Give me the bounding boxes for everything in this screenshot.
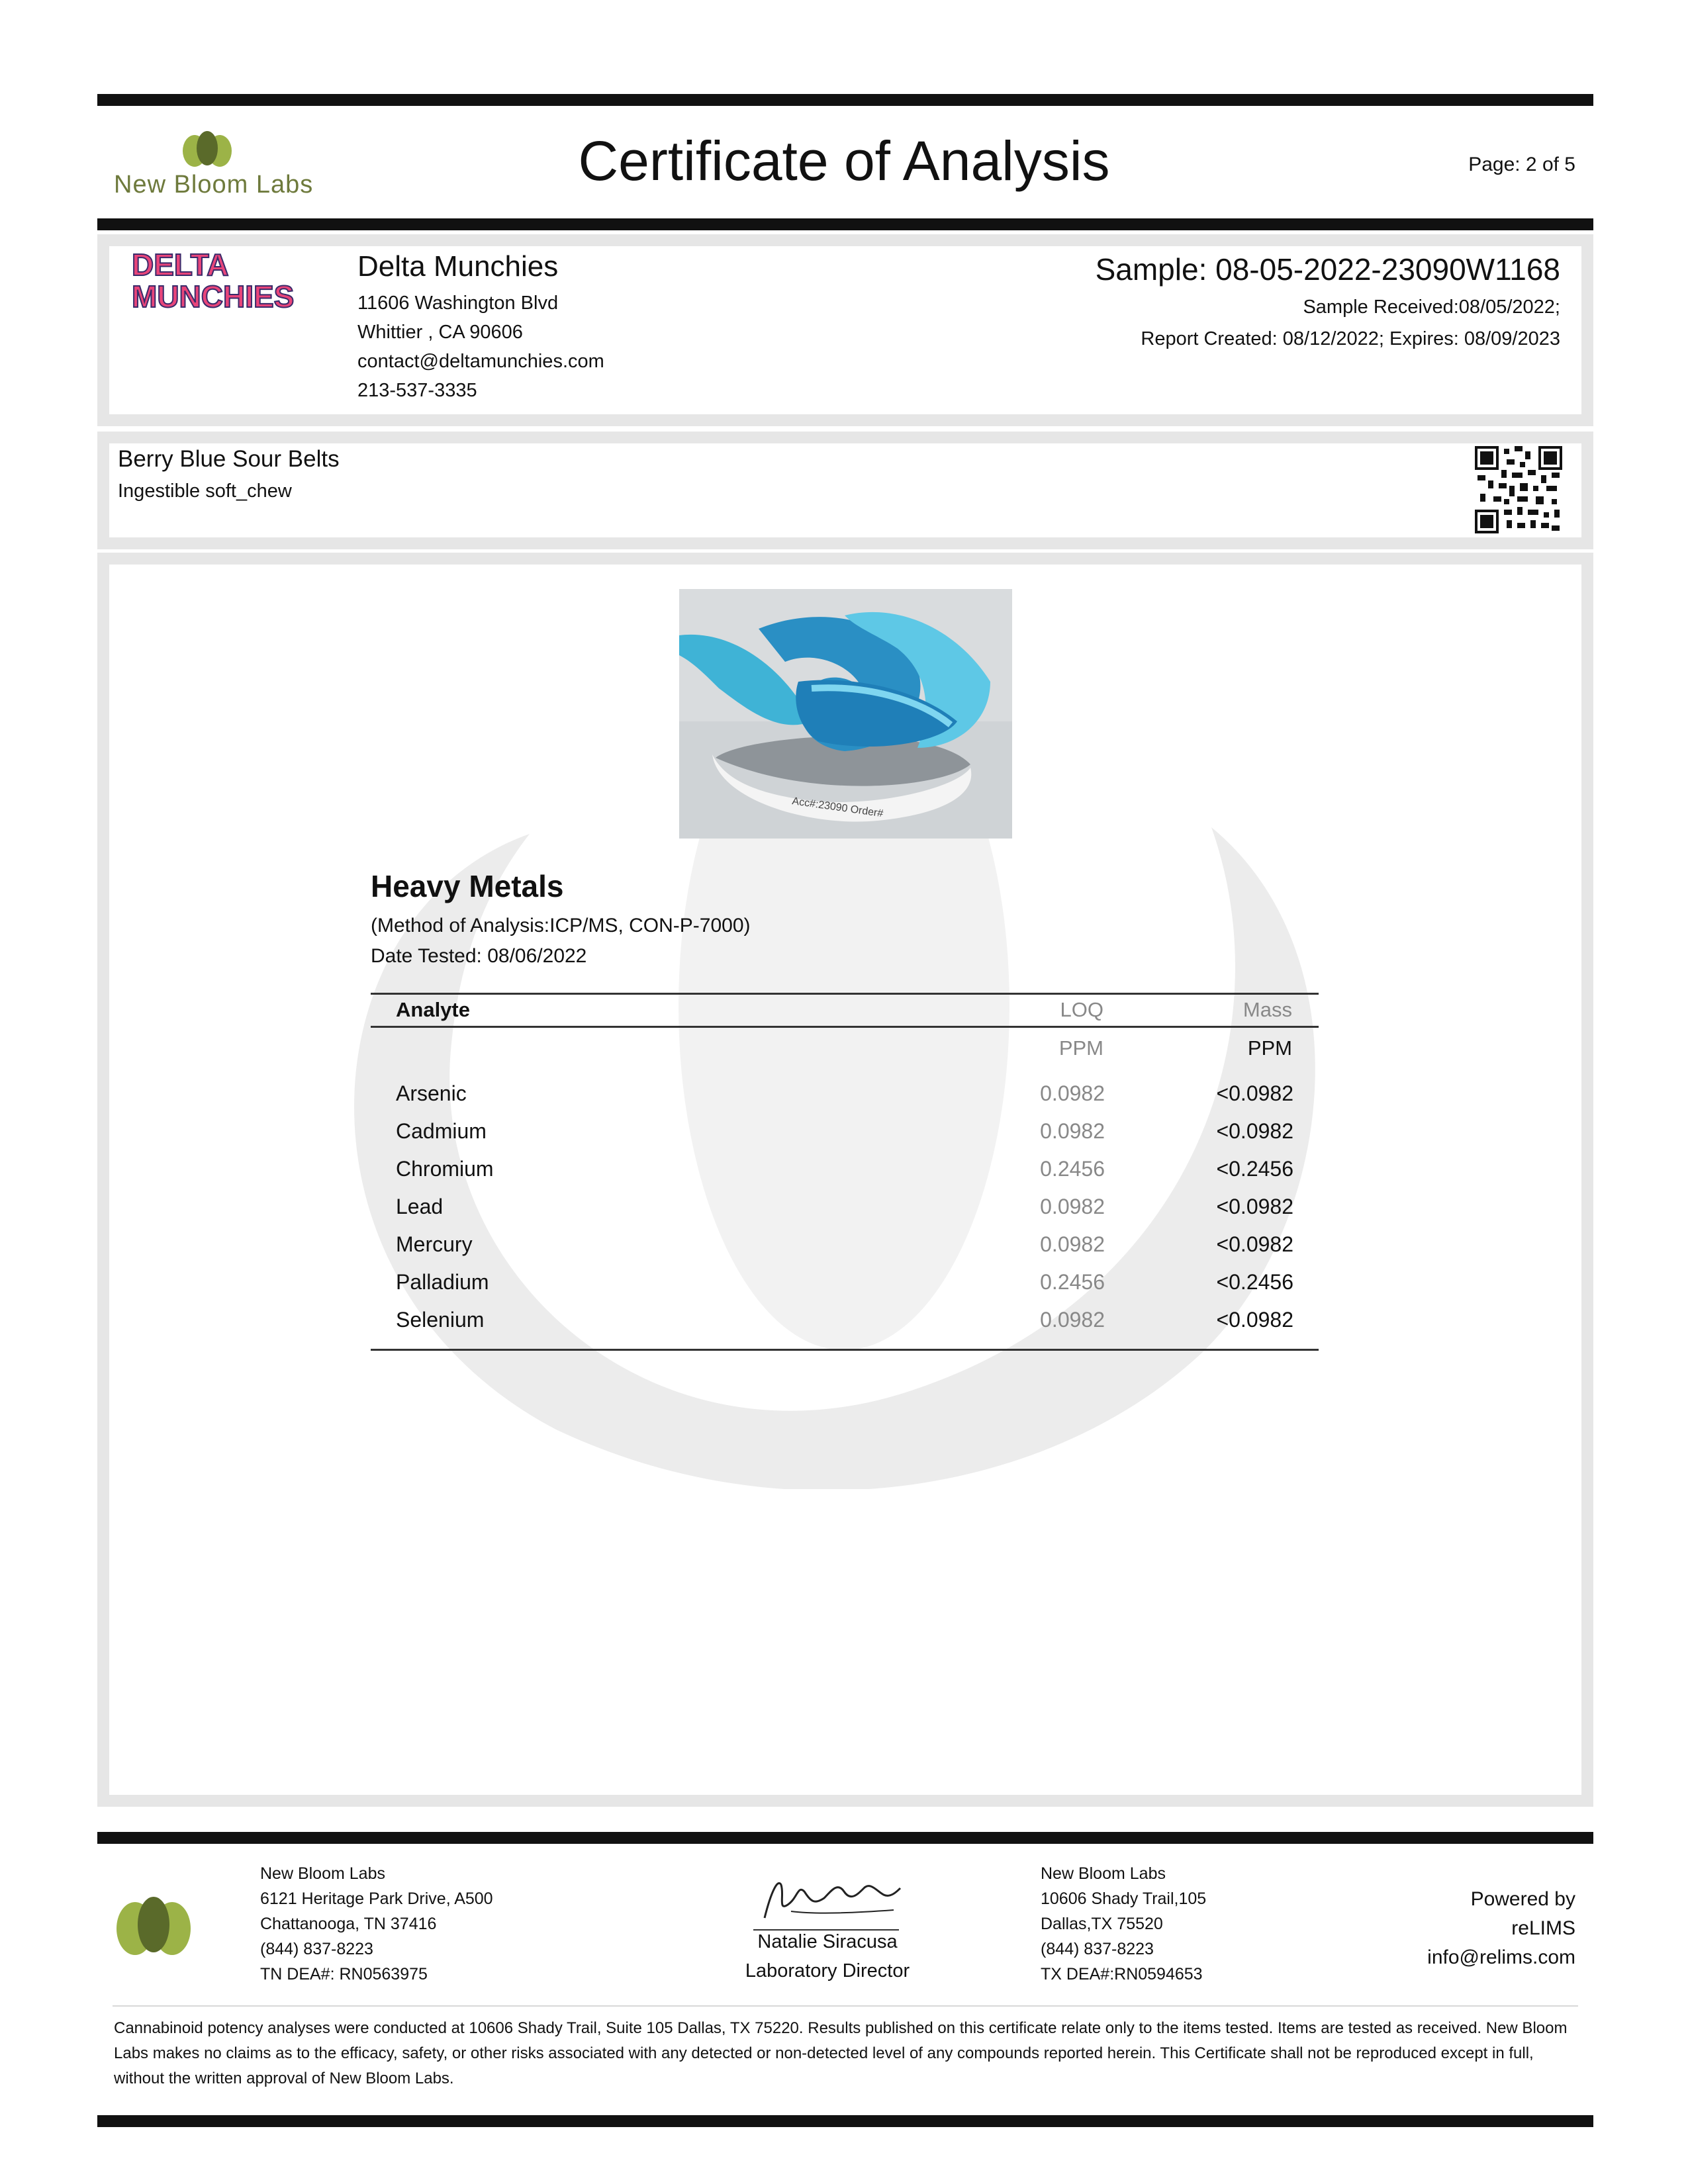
unit-mass: PPM bbox=[1247, 1036, 1292, 1060]
mass-value: <0.0982 bbox=[1216, 1232, 1293, 1256]
signature-line bbox=[753, 1929, 899, 1931]
mass-value: <0.0982 bbox=[1216, 1119, 1293, 1143]
mass-value: <0.2456 bbox=[1216, 1270, 1293, 1294]
footer-dea: TX DEA#:RN0594653 bbox=[1041, 1965, 1203, 1983]
powered-by-label: Powered by bbox=[1470, 1888, 1575, 1910]
powered-by-block bbox=[1427, 1885, 1575, 1972]
footer-lab-name: New Bloom Labs bbox=[260, 1864, 385, 1883]
lab-name: New Bloom Labs bbox=[114, 171, 314, 199]
footer-top-rule bbox=[97, 1832, 1593, 1844]
sample-id: Sample: 08-05-2022-23090W1168 bbox=[1095, 252, 1560, 287]
footer-dea: TN DEA#: RN0563975 bbox=[260, 1965, 428, 1983]
loq-value: 0.2456 bbox=[1040, 1270, 1105, 1294]
svg-text:DELTA: DELTA bbox=[132, 248, 229, 282]
loq-value: 0.0982 bbox=[1040, 1119, 1105, 1143]
report-dates: Report Created: 08/12/2022; Expires: 08/09/2023 bbox=[1141, 328, 1560, 349]
date-tested: Date Tested: 08/06/2022 bbox=[371, 945, 587, 967]
column-header-loq: LOQ bbox=[1060, 998, 1103, 1021]
analyte-name: Mercury bbox=[396, 1232, 473, 1256]
loq-value: 0.0982 bbox=[1040, 1308, 1105, 1332]
product-name: Berry Blue Sour Belts bbox=[118, 446, 340, 472]
table-row bbox=[371, 1157, 1319, 1195]
client-email: contact@deltamunchies.com bbox=[357, 351, 604, 372]
analyte-name: Arsenic bbox=[396, 1081, 467, 1105]
footer-lab-name: New Bloom Labs bbox=[1041, 1864, 1166, 1883]
column-header-analyte: Analyte bbox=[396, 998, 470, 1021]
document-title: Certificate of Analysis bbox=[578, 130, 1110, 192]
powered-by-name: reLIMS bbox=[1511, 1917, 1575, 1939]
header-bottom-rule bbox=[97, 218, 1593, 230]
powered-by-email[interactable]: info@relims.com bbox=[1427, 1946, 1575, 1968]
client-address-line2: Whittier , CA 90606 bbox=[357, 322, 523, 343]
unit-loq: PPM bbox=[1058, 1036, 1103, 1060]
table-row bbox=[371, 1081, 1319, 1119]
footer-address-line2: Dallas,TX 75520 bbox=[1041, 1915, 1163, 1933]
footer-address-line1: 6121 Heritage Park Drive, A500 bbox=[260, 1889, 493, 1908]
table-row bbox=[371, 1308, 1319, 1345]
qr-code[interactable] bbox=[1475, 446, 1562, 533]
analyte-name: Lead bbox=[396, 1195, 444, 1218]
product-photo bbox=[679, 589, 1012, 839]
header-top-rule bbox=[97, 94, 1593, 106]
bloom-logo-icon bbox=[114, 1894, 193, 1958]
lab-address-chattanooga bbox=[260, 1861, 493, 1987]
table-bottom-rule bbox=[371, 1349, 1319, 1351]
mass-value: <0.2456 bbox=[1216, 1157, 1293, 1181]
client-address-line1: 11606 Washington Blvd bbox=[357, 293, 559, 314]
loq-value: 0.0982 bbox=[1040, 1195, 1105, 1218]
page-number: Page: 2 of 5 bbox=[1468, 154, 1575, 175]
disclaimer-text: Cannabinoid potency analyses were conducted at 10606 Shady Trail, Suite 105 Dallas, TX 75220. Results published on this certificate relate only to the items tested. Items are tested as received. New Bloom Labs makes no claims as to the efficacy, safety, or other risks associated with any detected or non-detected level of any compounds reported herein. This Certificate shall not be reproduced except in full, without the written approval of New Bloom Labs. bbox=[114, 2019, 1568, 2087]
lab-address-dallas bbox=[1041, 1861, 1206, 1987]
signer-name: Natalie Siracusa bbox=[757, 1931, 898, 1952]
footer-phone: (844) 837-8223 bbox=[1041, 1940, 1154, 1958]
table-row bbox=[371, 1232, 1319, 1270]
analyte-name: Chromium bbox=[396, 1157, 494, 1181]
footer-phone: (844) 837-8223 bbox=[260, 1940, 373, 1958]
client-phone: 213-537-3335 bbox=[357, 380, 477, 401]
analyte-name: Palladium bbox=[396, 1270, 489, 1294]
loq-value: 0.0982 bbox=[1040, 1081, 1105, 1105]
table-header-rule bbox=[371, 1026, 1319, 1028]
sample-received-date: Sample Received:08/05/2022; bbox=[1303, 296, 1560, 318]
footer-address-line1: 10606 Shady Trail,105 bbox=[1041, 1889, 1207, 1908]
svg-text:Acc#:23090 Order#: Acc#:23090 Order# bbox=[791, 796, 884, 820]
analyte-name: Selenium bbox=[396, 1308, 485, 1332]
loq-value: 0.0982 bbox=[1040, 1232, 1105, 1256]
client-name: Delta Munchies bbox=[357, 250, 559, 283]
table-row bbox=[371, 1195, 1319, 1232]
analyte-name: Cadmium bbox=[396, 1119, 487, 1143]
director-signature bbox=[751, 1865, 904, 1931]
column-header-mass: Mass bbox=[1243, 998, 1292, 1021]
svg-text:MUNCHIES: MUNCHIES bbox=[132, 279, 295, 312]
mass-value: <0.0982 bbox=[1216, 1081, 1293, 1105]
mass-value: <0.0982 bbox=[1216, 1195, 1293, 1218]
table-row bbox=[371, 1270, 1319, 1308]
mass-value: <0.0982 bbox=[1216, 1308, 1293, 1332]
footer-divider bbox=[113, 2005, 1578, 2007]
table-row bbox=[371, 1119, 1319, 1157]
signer-title: Laboratory Director bbox=[745, 1960, 910, 1981]
delta-munchies-logo bbox=[129, 246, 328, 312]
loq-value: 0.2456 bbox=[1040, 1157, 1105, 1181]
footer-address-line2: Chattanooga, TN 37416 bbox=[260, 1915, 437, 1933]
footer-bottom-rule bbox=[97, 2115, 1593, 2127]
table-top-rule bbox=[371, 993, 1319, 995]
analysis-method: (Method of Analysis:ICP/MS, CON-P-7000) bbox=[371, 915, 751, 936]
product-type: Ingestible soft_chew bbox=[118, 480, 292, 502]
heavy-metals-title: Heavy Metals bbox=[371, 869, 564, 903]
